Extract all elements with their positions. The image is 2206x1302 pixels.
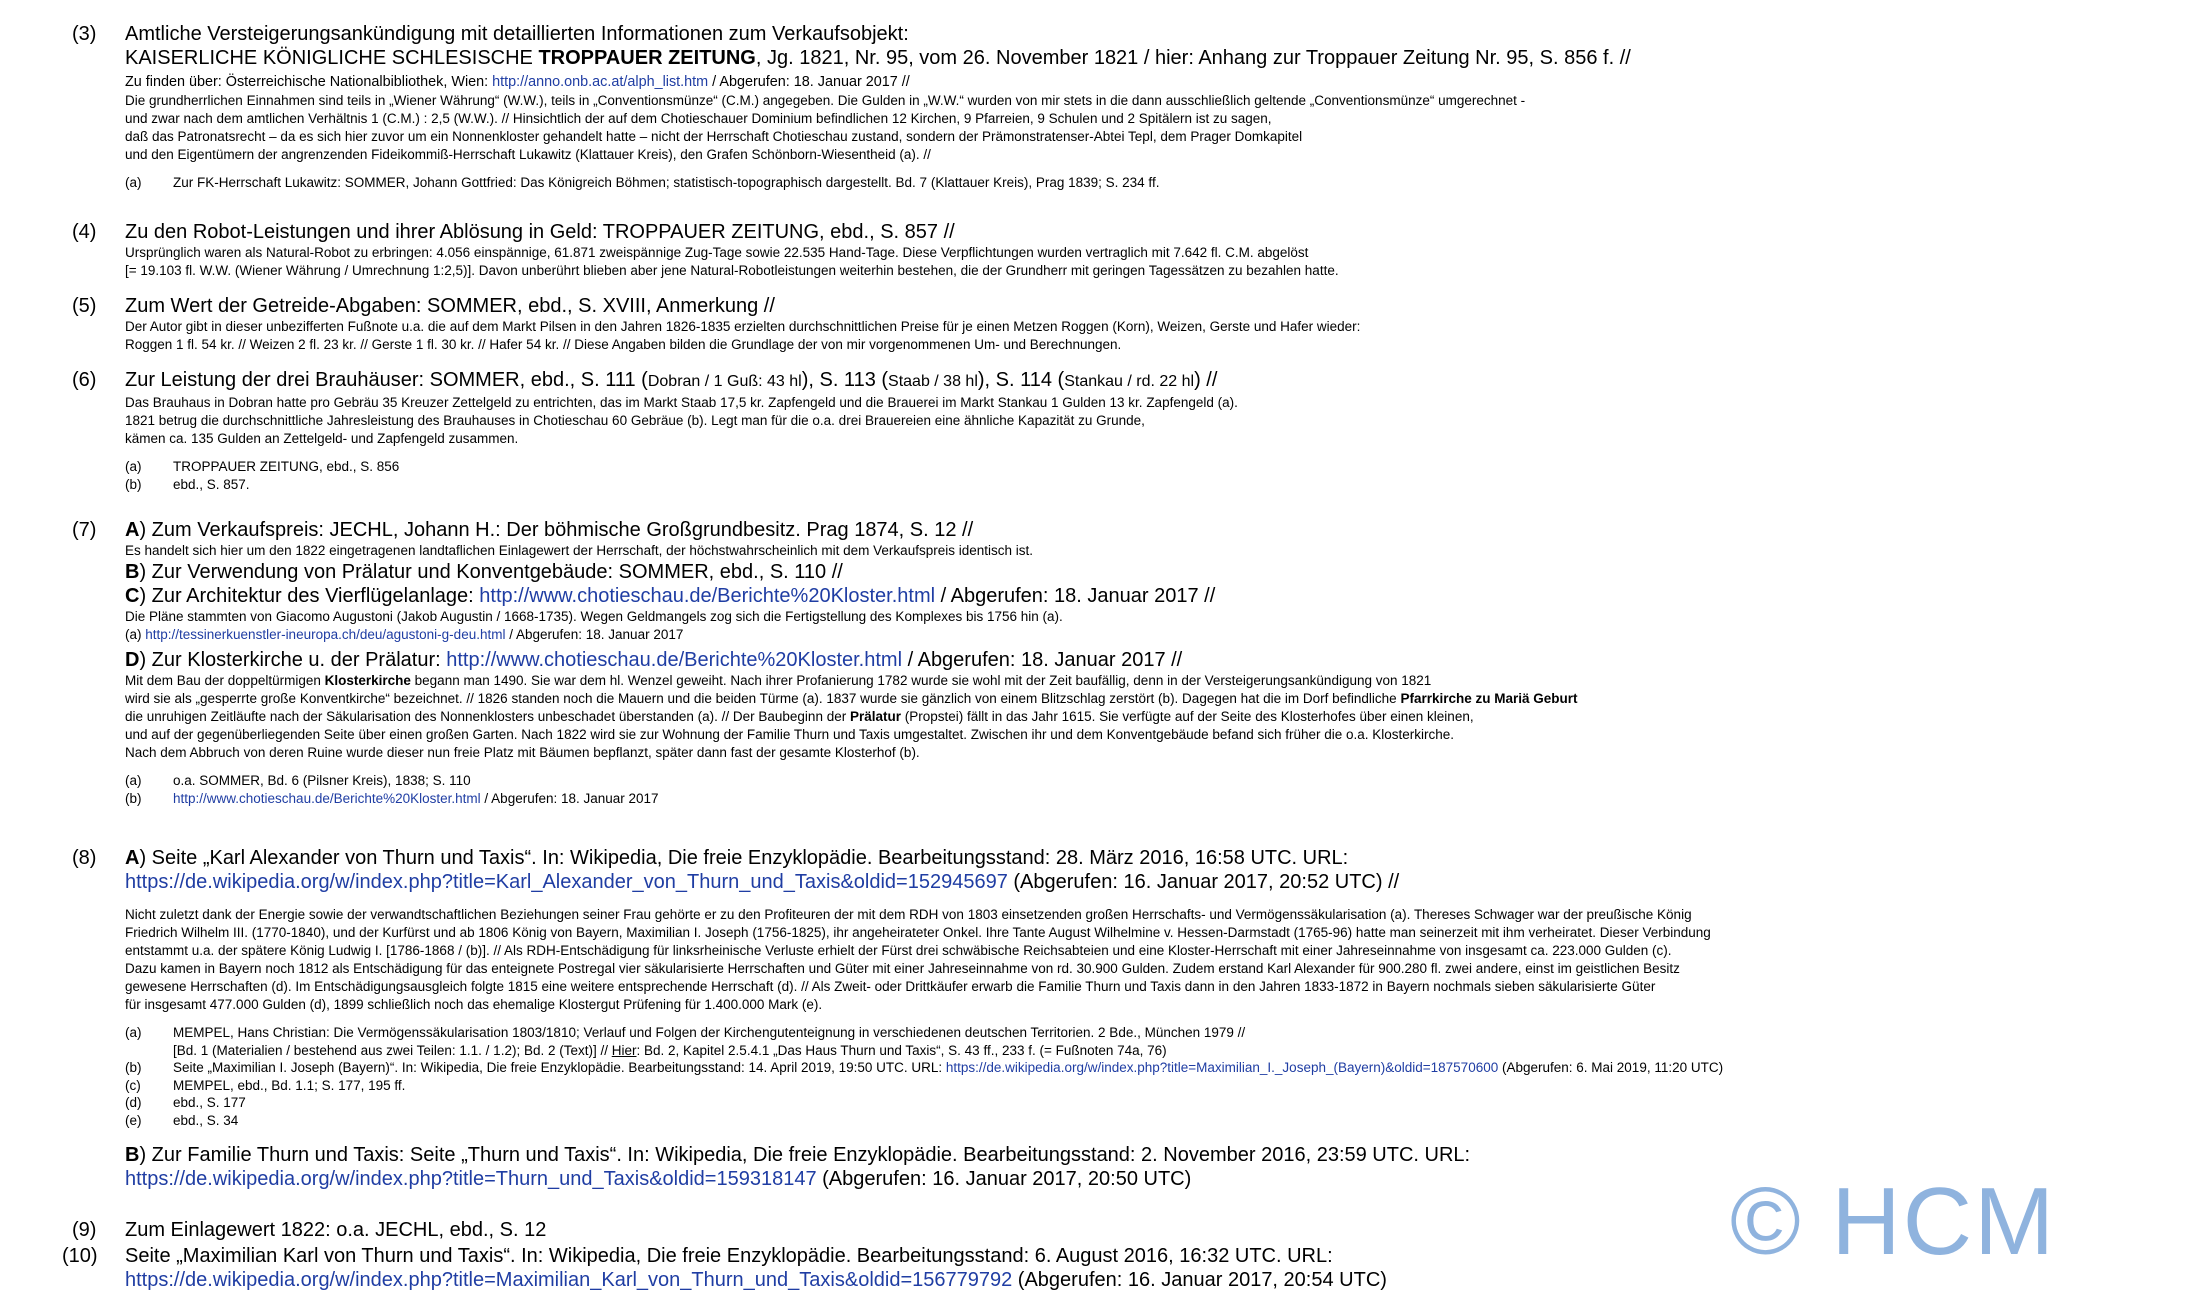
chotieschau-link[interactable]: http://www.chotieschau.de/Berichte%20Kloster.html: [446, 649, 903, 671]
reference-item: (a) TROPPAUER ZEITUNG, ebd., S. 856: [125, 459, 400, 474]
footnote-text-line: für insgesamt 477.000 Gulden (d), 1899 schließlich noch das ehemalige Klostergut Prüfening für 1.400.000 Mark (e).: [125, 997, 823, 1012]
footnote-text-line: gewesene Herrschaften (d). Im Entschädigungsausgleich folgte 1815 eine weitere entsprechende Herrschaft (d). // Als Zweit- oder Drittkäufer erwarb die Familie Thurn und Taxis dann in den Jahren 1833-1872 in Bayern nochmals sieben säkularisierte Güter: [125, 979, 1656, 994]
footnote-text-line: daß das Patronatsrecht – da es sich hier zuvor um ein Nonnenkloster gehandelt hatte – nicht der Herrschaft Chotieschau zustand, sondern der Prämonstratenser-Abtei Tepl, dem Prager Domkapitel: [125, 129, 1303, 145]
footnote-references: [125, 772, 2176, 807]
section-a-url: https://de.wikipedia.org/w/index.php?title=Karl_Alexander_von_Thurn_und_Taxis&oldid=152945697 (Abgerufen: 16. Januar 2017, 20:52 UTC) //: [125, 871, 1400, 893]
footnote-number: (3): [72, 23, 97, 45]
footnote-text-line: Ursprünglich waren als Natural-Robot zu erbringen: 4.056 einspännige, 61.871 zweispännige Zug-Tage sowie 22.535 Hand-Tage. Diese Verpflichtungen wurden vertraglich mit 7.642 fl. C.M. abgelöst: [125, 245, 1309, 260]
reference-item: (b) ebd., S. 857.: [125, 476, 250, 492]
footnote-find: Zu finden über: Österreichische Nationalbibliothek, Wien: http://anno.onb.ac.at/alph_list.htm / Abgerufen: 18. Januar 2017 //: [125, 74, 910, 90]
footnote-text-line: Die grundherrlichen Einnahmen sind teils in „Wiener Währung“ (W.W.), teils in „Conventionsmünze“ (C.M.) angegeben. Die Gulden in „W.W.“ wurden von mir stets in die dann ausschließlich geltende „Conventionsmünze“ umgerechnet -: [125, 93, 1526, 109]
footnote-source: KAISERLICHE KÖNIGLICHE SCHLESISCHE TROPPAUER ZEITUNG, Jg. 1821, Nr. 95, vom 26. November 1821 / hier: Anhang zur Troppauer Zeitung Nr. 95, S. 856 f. //: [125, 47, 1631, 69]
reference-item: (c) MEMPEL, ebd., Bd. 1.1; S. 177, 195 ff.: [125, 1077, 406, 1093]
footnote-references: [125, 174, 2176, 192]
reference-item: (b) Seite „Maximilian I. Joseph (Bayern)“. In: Wikipedia, Die freie Enzyklopädie. Bearbeitungsstand: 14. April 2019, 19:50 UTC. URL: https://de.wikipedia.org/w/index.php?title=Maximilian_I._Joseph_(Bayern)&oldid=187570600 (Abgerufen: 6. Mai 2019, 11:20 UTC): [125, 1060, 1724, 1075]
footnote-text-line: und zwar nach dem amtlichen Verhältnis 1 (C.M.) : 2,5 (W.W.). // Hinsichtlich der auf dem Chotieschauer Dominium befindlichen 12 Kirchen, 9 Pfarreien, 9 Schulen und 2 Spitälern ist zu sagen,: [125, 111, 1272, 127]
footnote-text-line: und den Eigentümern der angrenzenden Fideikommiß-Herrschaft Lukawitz (Klattauer Kreis), den Grafen Schönborn-Wiesentheid (a). //: [125, 147, 931, 163]
tessiner-link[interactable]: http://tessinerkuenstler-ineuropa.ch/deu/agustoni-g-deu.html: [145, 627, 506, 642]
footnote-number: (8): [72, 847, 97, 869]
footnote-text-line: wird sie als „gesperrte große Konventkirche“ bezeichnet. // 1826 standen noch die Mauern und die beiden Türme (a). 1837 wurde sie gänzlich von einem Blitzschlag zerstört (b). Dagegen hat die im Dorf befindliche Pfarrkirche zu Mariä Geburt: [125, 691, 1578, 706]
copyright-watermark: © HCM: [1730, 1168, 2057, 1275]
reference-item: (a) o.a. SOMMER, Bd. 6 (Pilsner Kreis), 1838; S. 110: [125, 773, 471, 788]
footnote-text-line: Roggen 1 fl. 54 kr. // Weizen 2 fl. 23 kr. // Gerste 1 fl. 30 kr. // Hafer 54 kr. // Diese Angaben bilden die Grundlage der von mir vorgenommenen Um- und Berechnungen.: [125, 337, 1122, 352]
footnote-references: [125, 458, 2176, 493]
footnote-title: Zum Wert der Getreide-Abgaben: SOMMER, ebd., S. XVIII, Anmerkung //: [125, 295, 775, 317]
footnote-number: (6): [72, 369, 97, 391]
footnote-number: (9): [72, 1219, 97, 1241]
footnote-text-line: die unruhigen Zeitläufte nach der Säkularisation des Nonnenklosters unbeschadet überstanden (a). // Der Baubeginn der Prälatur (Propstei) fällt in das Jahr 1615. Sie verfügte auf der Seite des Klosterhofes über einen kleinen,: [125, 709, 1474, 724]
footnote-text-line: Es handelt sich hier um den 1822 eingetragenen landtaflichen Einlagewert der Herrschaft, der höchstwahrscheinlich mit dem Verkaufspreis identisch ist.: [125, 543, 1033, 558]
wikipedia-karl-alexander-link[interactable]: https://de.wikipedia.org/w/index.php?title=Karl_Alexander_von_Thurn_und_Taxis&oldid=152945697: [125, 871, 1008, 893]
chotieschau-link[interactable]: http://www.chotieschau.de/Berichte%20Kloster.html: [479, 585, 936, 607]
section-b-title: B) Zur Familie Thurn und Taxis: Seite „Thurn und Taxis“. In: Wikipedia, Die freie Enzyklopädie. Bearbeitungsstand: 2. November 2016, 23:59 UTC. URL:: [125, 1144, 1471, 1166]
footnote-text-line: Das Brauhaus in Dobran hatte pro Gebräu 35 Kreuzer Zettelgeld zu entrichten, das im Markt Staab 17,5 kr. Zapfengeld und die Brauerei im Markt Stankau 1 Gulden 13 kr. Zapfengeld (a).: [125, 395, 1238, 410]
footnote-text-line: [= 19.103 fl. W.W. (Wiener Währung / Umrechnung 1:2,5)]. Davon unberührt blieben aber jene Natural-Robotleistungen weiterhin bestehen, die der Grundherr mit geringen Tagessätzen zu bezahlen hatte.: [125, 263, 1339, 278]
footnote-text-line: Friedrich Wilhelm III. (1770-1840), und der Kurfürst und ab 1806 König von Bayern, Maximilian I. Joseph (1756-1825), ihr angeheirateter Onkel. Ihre Tante August Wilhelmine v. Hessen-Darmstadt (1765-96) hatte man seinerzeit mit ihm verheiratet. Dieser Verbindung: [125, 925, 1711, 940]
section-d-title: D) Zur Klosterkirche u. der Prälatur: http://www.chotieschau.de/Berichte%20Kloster.html / Abgerufen: 18. Januar 2017 //: [125, 649, 1183, 671]
section-c-title: C) Zur Architektur des Vierflügelanlage: http://www.chotieschau.de/Berichte%20Kloster.html / Abgerufen: 18. Januar 2017 //: [125, 585, 1216, 607]
footnote-text-line: 1821 betrug die durchschnittliche Jahresleistung des Brauhauses in Chotieschau 60 Gebräue (b). Legt man für die o.a. drei Brauereien eine ähnliche Kapazität zu Grunde,: [125, 413, 1145, 428]
footnote-number: (5): [72, 295, 97, 317]
section-a-title: A) Seite „Karl Alexander von Thurn und Taxis“. In: Wikipedia, Die freie Enzyklopädie. Bearbeitungsstand: 28. März 2016, 16:58 UTC. URL:: [125, 847, 1349, 869]
footnote-number: (10): [62, 1245, 98, 1267]
section-a-title: A) Zum Verkaufspreis: JECHL, Johann H.: Der böhmische Großgrundbesitz. Prag 1874, S. 12 //: [125, 519, 974, 541]
chotieschau-link[interactable]: http://www.chotieschau.de/Berichte%20Kloster.html: [173, 790, 481, 806]
reference-item: (d) ebd., S. 177: [125, 1095, 246, 1110]
footnote-text-line: und auf der gegenüberliegenden Seite über einen großen Garten. Nach 1822 wird sie zur Wohnung der Familie Thurn und Taxis umgestaltet. Zwischen ihr und dem Konventgebäude befand sich früher die o.a. Klosterkirche.: [125, 727, 1455, 742]
wikipedia-thurn-und-taxis-link[interactable]: https://de.wikipedia.org/w/index.php?title=Thurn_und_Taxis&oldid=159318147: [125, 1168, 817, 1190]
footnote-number: (4): [72, 221, 97, 243]
footnote-title: Zu den Robot-Leistungen und ihrer Ablösung in Geld: TROPPAUER ZEITUNG, ebd., S. 857 //: [125, 221, 955, 243]
footnote-text-line: entstammt u.a. der spätere König Ludwig I. [1786-1868 / (b)]. // Als RDH-Entschädigung für linksrheinische Verluste erhielt der Fürst drei schwäbische Reichsabteien und eine Kloster-Herrschaft mit einer Jahreseinnahme von insgesamt ca. 223.000 Gulden (c).: [125, 943, 1672, 958]
wikipedia-maximilian-karl-link[interactable]: https://de.wikipedia.org/w/index.php?title=Maximilian_Karl_von_Thurn_und_Taxis&oldid=156779792: [125, 1269, 1013, 1291]
footnote-number: (7): [72, 519, 97, 541]
footnote-title: Seite „Maximilian Karl von Thurn und Taxis“. In: Wikipedia, Die freie Enzyklopädie. Bearbeitungsstand: 6. August 2016, 16:32 UTC. URL:: [125, 1245, 1333, 1267]
footnote-text-line: Nicht zuletzt dank der Energie sowie der verwandtschaftlichen Beziehungen seiner Frau gehörte er zu den Profiteuren der mit dem RDH von 1803 einsetzenden großen Herrschafts- und Vermögenssäkularisation (a). Thereses Schwager war der preußische König: [125, 907, 1692, 922]
footnote-title: Zur Leistung der drei Brauhäuser: SOMMER, ebd., S. 111 (Dobran / 1 Guß: 43 hl), S. 113 (Staab / 38 hl), S. 114 (Stankau / rd. 22 hl) //: [125, 369, 1218, 391]
footnote-text-line: Nach dem Abbruch von deren Ruine wurde dieser nun freie Platz mit Bäumen bepflanzt, später dann fast der gesamte Klosterhof (b).: [125, 745, 920, 760]
footnote-title: Amtliche Versteigerungsankündigung mit detaillierten Informationen zum Verkaufsobjekt:: [125, 23, 909, 45]
wikipedia-maximilian-link[interactable]: https://de.wikipedia.org/w/index.php?title=Maximilian_I._Joseph_(Bayern)&oldid=187570600: [945, 1060, 1499, 1075]
section-b-url: https://de.wikipedia.org/w/index.php?title=Thurn_und_Taxis&oldid=159318147 (Abgerufen: 16. Januar 2017, 20:50 UTC): [125, 1168, 1192, 1190]
anno-link[interactable]: http://anno.onb.ac.at/alph_list.htm: [492, 74, 709, 90]
reference-item: (b) http://www.chotieschau.de/Berichte%20Kloster.html / Abgerufen: 18. Januar 2017: [125, 790, 659, 806]
reference-item: (a) http://tessinerkuenstler-ineuropa.ch/deu/agustoni-g-deu.html / Abgerufen: 18. Januar 2017: [125, 627, 684, 642]
footnote-text-line: Dazu kamen in Bayern noch 1812 als Entschädigung für das enteignete Postregal vier säkularisierte Herrschaften und Güter mit einer Jahreseinnahme von rd. 30.900 Gulden. Zudem erstand Karl Alexander für 900.280 fl. zwei andere, einst im geistlichen Besitz: [125, 961, 1680, 976]
reference-item: (a) MEMPEL, Hans Christian: Die Vermögenssäkularisation 1803/1810; Verlauf und Folgen der Kirchengutenteignung in verschiedenen deutschen Territorien. 2 Bde., München 1979 //: [125, 1025, 1246, 1040]
section-b-title: B) Zur Verwendung von Prälatur und Konventgebäude: SOMMER, ebd., S. 110 //: [125, 561, 843, 583]
footnote-text-line: Mit dem Bau der doppeltürmigen Klosterkirche begann man 1490. Sie war dem hl. Wenzel geweiht. Nach ihrer Profanierung 1782 wurde sie wohl mit der Zeit baufällig, denn in der Versteigerungsankündigung von 1821: [125, 673, 1432, 688]
reference-item: (a) Zur FK-Herrschaft Lukawitz: SOMMER, Johann Gottfried: Das Königreich Böhmen; statistisch-topographisch dargestellt. Bd. 7 (Klattauer Kreis), Prag 1839; S. 234 ff.: [125, 175, 1160, 191]
footnote-url: https://de.wikipedia.org/w/index.php?title=Maximilian_Karl_von_Thurn_und_Taxis&oldid=156779792 (Abgerufen: 16. Januar 2017, 20:54 UTC): [125, 1269, 1387, 1291]
footnote-text-line: Der Autor gibt in dieser unbezifferten Fußnote u.a. die auf dem Markt Pilsen in den Jahren 1826-1835 erzielten durchschnittlichen Preise für je einen Metzen Roggen (Korn), Weizen, Gerste und Hafer wieder:: [125, 319, 1361, 334]
footnote-references: [125, 1024, 2176, 1129]
footnote-text-line: Die Pläne stammten von Giacomo Augustoni (Jakob Augustin / 1668-1735). Wegen Geldmangels zog sich die Fertigstellung des Komplexes bis 1756 hin (a).: [125, 609, 1063, 624]
reference-item: (e) ebd., S. 34: [125, 1112, 239, 1128]
footnote-text-line: kämen ca. 135 Gulden an Zettelgeld- und Zapfengeld zusammen.: [125, 431, 519, 446]
reference-item-continued: [Bd. 1 (Materialien / bestehend aus zwei Teilen: 1.1. / 1.2); Bd. 2 (Text)] // Hier: Bd. 2, Kapitel 2.5.4.1 „Das Haus Thurn und Taxis“, S. 43 ff., 233 f. (= Fußnoten 74a, 76): [173, 1042, 1167, 1058]
footnote-title: Zum Einlagewert 1822: o.a. JECHL, ebd., S. 12: [125, 1219, 547, 1241]
